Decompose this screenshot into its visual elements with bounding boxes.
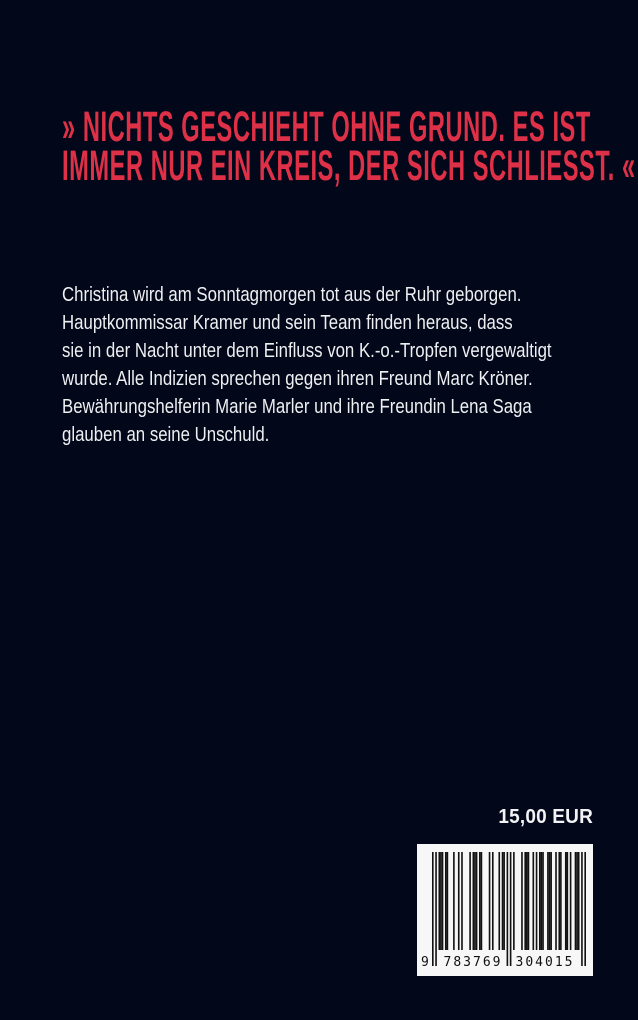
blurb-line: glauben an seine Unschuld.: [62, 424, 270, 446]
quote-headline: [62, 103, 638, 190]
quote-line-2: IMMER NUR EIN KREIS, DER SICH SCHLIESST. «: [62, 142, 636, 190]
barcode: [417, 844, 593, 976]
price-label: 15,00 EUR: [498, 806, 593, 828]
blurb-line: Bewährungshelferin Marie Marler und ihre Freundin Lena Saga: [62, 396, 532, 418]
blurb-line: wurde. Alle Indizien sprechen gegen ihren Freund Marc Kröner.: [62, 368, 533, 390]
isbn-lead-digit: 9: [421, 955, 429, 970]
blurb-line: Christina wird am Sonntagmorgen tot aus der Ruhr geborgen.: [62, 284, 522, 306]
isbn-group-1: 783769: [443, 955, 503, 970]
blurb-paragraph: [62, 281, 638, 449]
quote-line-1: » NICHTS GESCHIEHT OHNE GRUND. ES IST: [62, 103, 591, 151]
blurb-line: sie in der Nacht unter dem Einfluss von K.-o.-Tropfen vergewaltigt: [62, 340, 552, 362]
isbn-group-2: 304015: [515, 955, 575, 970]
blurb-line: Hauptkommissar Kramer und sein Team finden heraus, dass: [62, 312, 513, 334]
barcode-digits: [417, 955, 593, 971]
barcode-bars: [432, 852, 586, 966]
